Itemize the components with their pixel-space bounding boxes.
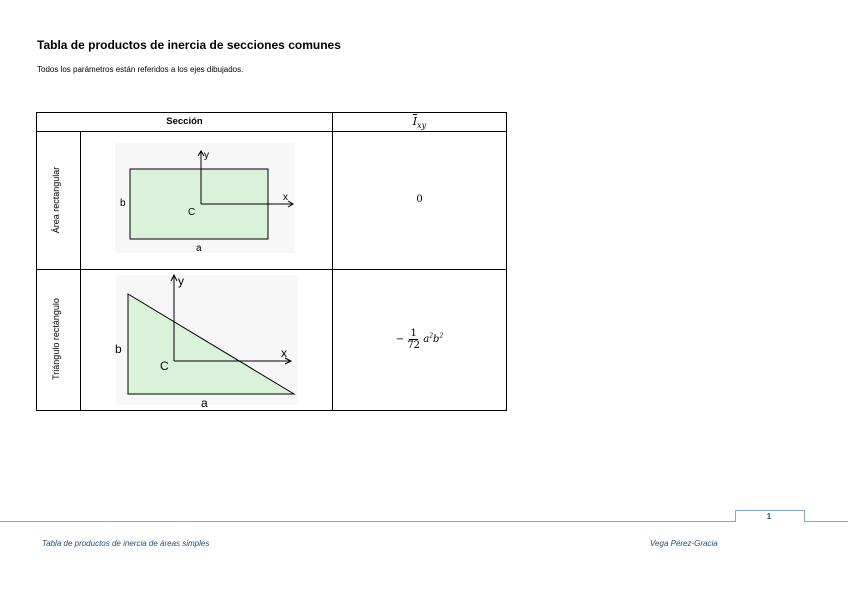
row-label-rectangle: Área rectangular	[51, 166, 61, 234]
label-centroid: C	[188, 207, 196, 218]
value-sign: −	[395, 334, 405, 345]
table-border-left	[36, 112, 37, 411]
table-column-divider	[332, 112, 333, 411]
table-border-right	[506, 112, 507, 411]
label-x: x	[281, 346, 287, 360]
page-title: Tabla de productos de inercia de secciones comunes	[37, 38, 341, 52]
label-x: x	[283, 192, 288, 203]
table-label-divider	[80, 131, 81, 411]
ixy-subscript: xy	[417, 121, 427, 131]
exp-b: 2	[439, 332, 444, 340]
row-label-triangle: Triángulo rectángulo	[51, 298, 61, 380]
table-border-bottom	[36, 410, 507, 411]
label-y: y	[178, 274, 184, 288]
footer-divider	[0, 521, 848, 522]
label-b: b	[120, 198, 126, 209]
value-fraction	[407, 328, 420, 351]
table-header-divider	[36, 131, 507, 132]
label-a: a	[196, 243, 202, 253]
fraction-denominator: 72	[407, 340, 421, 351]
label-b: b	[115, 342, 122, 356]
var-b: b	[433, 334, 440, 345]
footer-author: Vega Pérez-Gracia	[650, 539, 718, 548]
header-ixy	[333, 112, 506, 131]
label-centroid: C	[160, 359, 169, 373]
footer-document-title: Tabla de productos de inercia de áreas simples	[42, 539, 210, 548]
var-a: a	[423, 334, 430, 345]
table-row-divider	[36, 269, 507, 270]
value-triangle	[333, 328, 506, 351]
value-rectangle: 0	[416, 194, 423, 205]
page-number: 1	[766, 512, 772, 521]
value-expression	[423, 334, 443, 345]
triangle-diagram	[112, 273, 302, 408]
rectangle-diagram	[115, 143, 295, 253]
label-y: y	[204, 150, 209, 161]
label-a: a	[201, 396, 208, 408]
page-subtitle: Todos los parámetros están referidos a los ejes dibujados.	[37, 65, 244, 74]
header-section: Sección	[166, 116, 203, 127]
fraction-numerator: 1	[410, 328, 417, 339]
ixy-symbol: $\overline{I}$	[412, 115, 418, 128]
exp-a: 2	[429, 332, 434, 340]
